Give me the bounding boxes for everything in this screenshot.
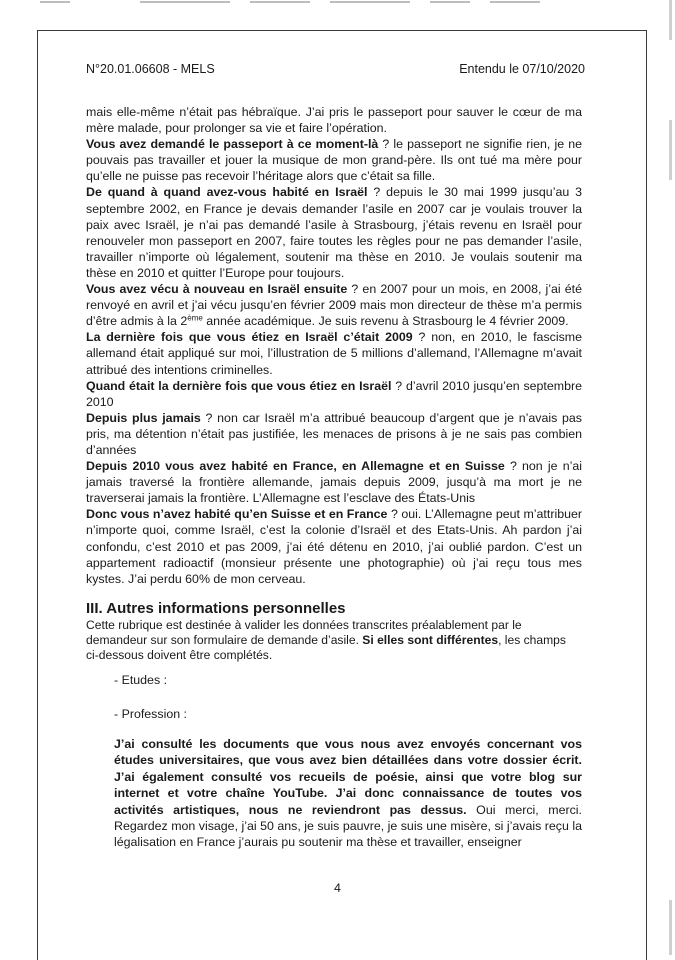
field-etudes: - Etudes : [114, 673, 168, 687]
section-intro: Cette rubrique est destinée à valider les données transcrites préalablement par le demandeur sur son formulaire de demande d’asile. Si elles sont différentes, les champs ci-dessous doivent être complétés. [86, 618, 566, 662]
question: Vous avez vécu à nouveau en Israël ensuite [86, 282, 348, 297]
question: La dernière fois que vous étiez en Israël c’était 2009 [86, 330, 413, 345]
question: Depuis 2010 vous avez habité en France, en Allemagne et en Suisse [86, 459, 505, 474]
answer: ? non, en 2010, le fascisme allemand était appliqué sur moi, l’illustration de 5 millions d’allemand, l’Allemagne m’avait attribué des intentions criminelles. [86, 330, 582, 377]
answer: ? oui. L’Allemagne peut m’attribuer n’importe quoi, comme Israël, c’est la colonie d’Israël et des Etats-Unis. Ah pardon j’ai confondu, c’est 2010 et pas 2009, j’ai été détenu en 2010, j’ai oublié pardon. C’est un appartement radioactif (monsieur présente une photographie) où j’ai reçu tous mes kystes. J’ai perdu 60% de mon cerveau. [86, 507, 583, 586]
paragraph: mais elle-même n’était pas hébraïque. J’ai pris le passeport pour sauver le cœur de ma mère malade, pour prolonger sa vie et faire l’opération. [86, 105, 582, 136]
question: J’ai consulté les documents que vous nous avez envoyés concernant vos études universitaires, que vous avez bien détaillées dans votre dossier écrit. J’ai également consulté vos recueils de poésie, ainsi que votre blog sur internet et votre chaîne YouTube. J’ai donc connaissance de toutes vos activités artistiques, nous ne reviendront pas dessus. [114, 737, 582, 817]
answer: ? non car Israël m’a attribué beaucoup d’argent que je n’avais pas pris, ma détention n’était pas justifiée, les menaces de prisons à je ne sais pas combien d’années [86, 410, 582, 457]
case-reference: N°20.01.06608 - MELS [86, 62, 215, 76]
qa-israel-dates [86, 184, 582, 281]
qa-switzerland-france [86, 506, 582, 586]
hearing-date: Entendu le 07/10/2020 [459, 62, 585, 76]
intro-emphasis: Si elles sont différentes [362, 632, 499, 647]
scan-right-edge [663, 0, 675, 955]
answer: ? non je n’ai jamais traversé la frontière allemande, jamais depuis 2009, jusqu’à ma mort je ne traverserai jamais la frontière. L’Allemagne est l’esclave des États-Unis [86, 459, 582, 506]
question: Donc vous n’avez habité qu’en Suisse et en France [86, 507, 388, 522]
scan-top-marks [0, 0, 675, 14]
qa-studies [114, 736, 582, 851]
qa-last-time-2009 [86, 329, 582, 377]
section-title: III. Autres informations personnelles [86, 600, 346, 617]
answer: ? depuis le 30 mai 1999 jusqu’au 3 septembre 2002, en France je devais demander l’asile en 2007 car je voulais trouver la paix avec Israël, je n’ai pas demandé l’asile à Strasbourg, j’étais revenu en Israël pour renouveler mon passeport en 2007, faire toutes les règles pour ne pas demander l’asile, travailler n’importe où légalement, soutenir ma thèse en 2010. Je voulais soutenir ma thèse en 2010 et quitter l’Europe pour toujours. [86, 185, 583, 280]
answer-continued: année académique. Je suis revenu à Strasbourg le 4 février 2009. [202, 314, 569, 329]
page-number: 4 [334, 881, 341, 895]
superscript: ème [187, 313, 203, 323]
transcript-body [86, 104, 582, 587]
question: Quand était la dernière fois que vous étiez en Israël [86, 378, 392, 393]
question: Depuis plus jamais [86, 410, 201, 425]
qa-lived-again [86, 281, 582, 329]
qa-passport [86, 136, 582, 184]
answer: ? le passeport ne signifie rien, je ne pouvais pas travailler et jouer la musique de mon grand-père. Ils ont tué ma mère pour qu’elle ne puisse pas recevoir l’héritage alors que c’était sa fille. [86, 137, 582, 184]
qa-never-since [86, 410, 582, 458]
qa-last-time [86, 378, 582, 410]
field-profession: - Profession : [114, 707, 187, 721]
question: De quand à quand avez-vous habité en Israël [86, 185, 368, 200]
qa-since-2010 [86, 458, 582, 506]
question: Vous avez demandé le passeport à ce moment-là [86, 137, 379, 152]
answer: ? en 2007 pour un mois, en 2008, j’ai été renvoyé en avril et j’ai vécu jusqu’en février 2009 mais mon directeur de thèse m’a permis d’être admis à la 2 [86, 282, 582, 329]
answer: ? d’avril 2010 jusqu’en septembre 2010 [86, 378, 582, 409]
answer: Oui merci, merci. Regardez mon visage, j’ai 50 ans, je suis pauvre, je suis une misère, si j’avais reçu la légalisation en France j’aurais pu soutenir ma thèse et travailler, enseigner [114, 802, 582, 850]
